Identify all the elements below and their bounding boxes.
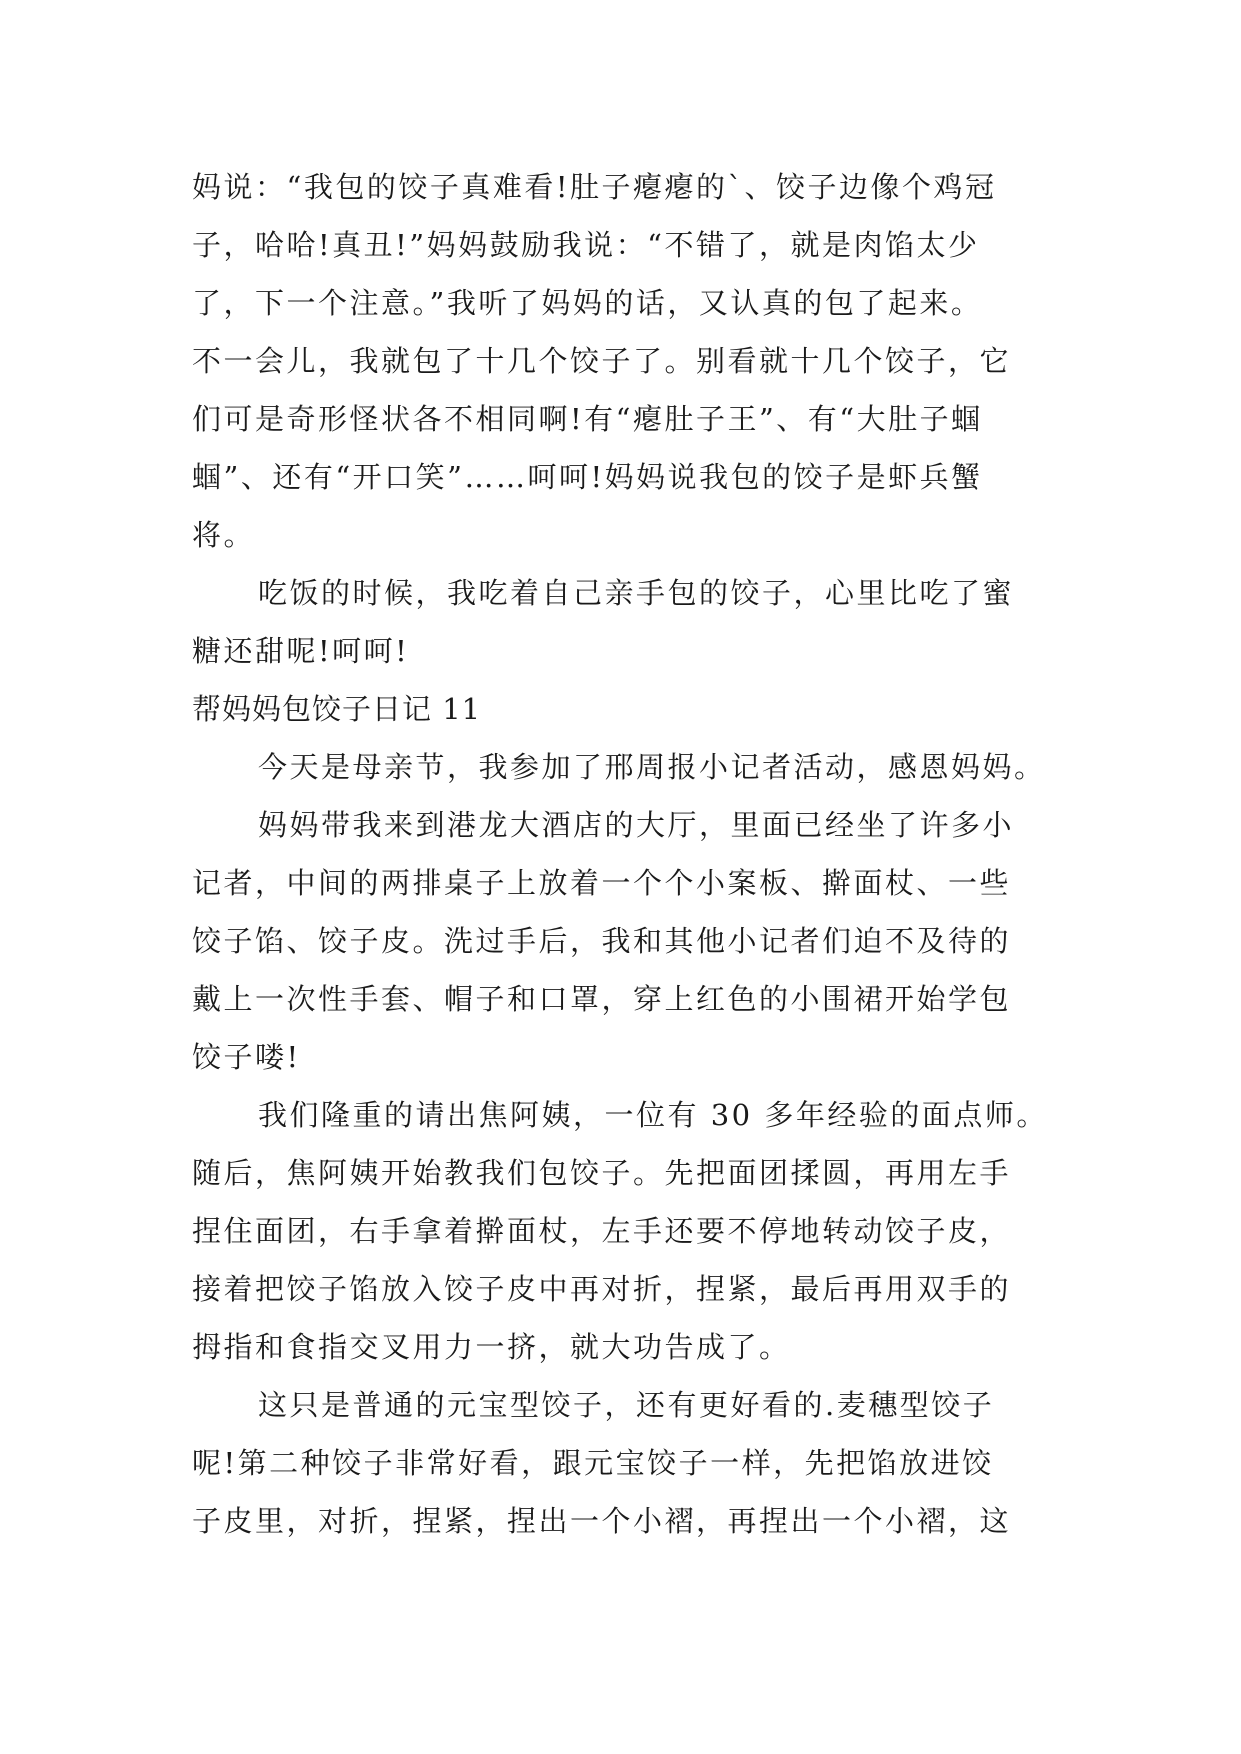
text-line: 这只是普通的元宝型饺子，还有更好看的.麦穗型饺子 (258, 1388, 995, 1422)
text-line: 记者，中间的两排桌子上放着一个个小案板、擀面杖、一些 (192, 866, 1012, 900)
text-line: 妈说：“我包的饺子真难看!肚子瘪瘪的`、饺子边像个鸡冠 (192, 170, 997, 204)
text-line: 今天是母亲节，我参加了邢周报小记者活动，感恩妈妈。 (258, 750, 1046, 784)
text-line: 糖还甜呢!呵呵! (192, 634, 410, 668)
text-line: 吃饭的时候，我吃着自己亲手包的饺子，心里比吃了蜜 (258, 576, 1015, 610)
text-line: 接着把饺子馅放入饺子皮中再对折，捏紧，最后再用双手的 (192, 1272, 1012, 1306)
text-line: 捏住面团，右手拿着擀面杖，左手还要不停地转动饺子皮， (192, 1214, 1012, 1248)
text-line: 饺子喽! (192, 1040, 301, 1074)
text-line: 随后，焦阿姨开始教我们包饺子。先把面团揉圆，再用左手 (192, 1156, 1012, 1190)
text-line: 饺子馅、饺子皮。洗过手后，我和其他小记者们迫不及待的 (192, 924, 1012, 958)
text-line: 子，哈哈!真丑!”妈妈鼓励我说：“不错了，就是肉馅太少 (192, 228, 980, 262)
text-line: 拇指和食指交叉用力一挤，就大功告成了。 (192, 1330, 791, 1364)
document-body (192, 158, 1072, 1550)
text-line: 不一会儿，我就包了十几个饺子了。别看就十几个饺子，它 (192, 344, 1012, 378)
text-line: 将。 (192, 518, 256, 552)
section-heading: 帮妈妈包饺子日记 11 (192, 692, 482, 726)
text-line: 呢!第二种饺子非常好看，跟元宝饺子一样，先把馅放进饺 (192, 1446, 994, 1480)
text-line: 子皮里，对折，捏紧，捏出一个小褶，再捏出一个小褶，这 (192, 1504, 1012, 1538)
text-line: 蝈”、还有“开口笑”……呵呵!妈妈说我包的饺子是虾兵蟹 (192, 460, 983, 494)
text-line: 了，下一个注意。”我听了妈妈的话，又认真的包了起来。 (192, 286, 983, 320)
text-line: 妈妈带我来到港龙大酒店的大厅，里面已经坐了许多小 (258, 808, 1015, 842)
text-line: 们可是奇形怪状各不相同啊!有“瘪肚子王”、有“大肚子蝈 (192, 402, 983, 436)
text-line: 戴上一次性手套、帽子和口罩，穿上红色的小围裙开始学包 (192, 982, 1012, 1016)
text-line: 我们隆重的请出焦阿姨，一位有 30 多年经验的面点师。 (258, 1098, 1048, 1132)
